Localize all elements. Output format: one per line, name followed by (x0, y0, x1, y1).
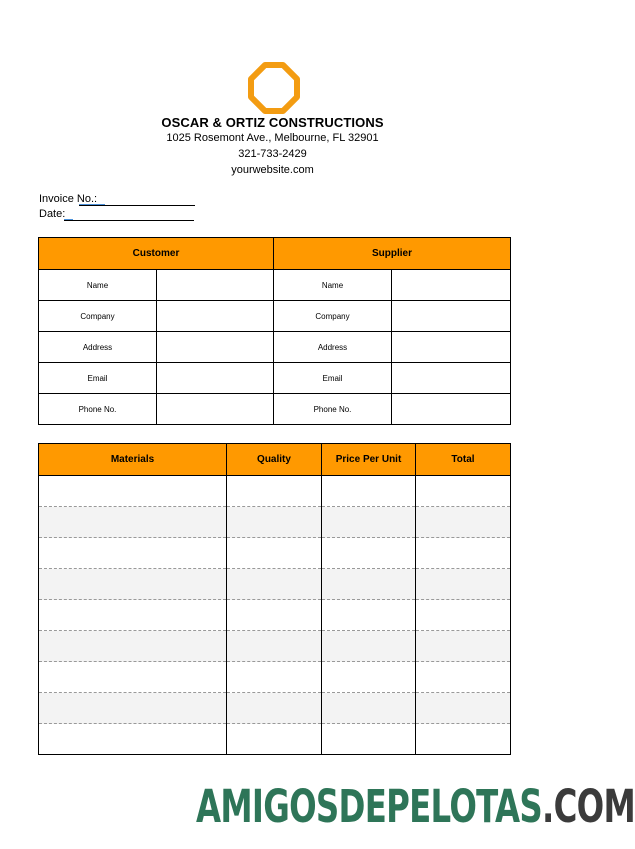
total-cell[interactable] (416, 724, 511, 755)
materials-cell[interactable] (39, 662, 227, 693)
supplier-header: Supplier (274, 238, 511, 270)
quality-cell[interactable] (227, 724, 322, 755)
date-label: Date: (39, 208, 66, 220)
customer-email-cell[interactable] (157, 363, 274, 394)
supplier-email-label: Email (274, 363, 392, 394)
supplier-name-cell[interactable] (392, 270, 511, 301)
price-cell[interactable] (322, 724, 416, 755)
supplier-phone-label: Phone No. (274, 394, 392, 425)
total-cell[interactable] (416, 662, 511, 693)
quality-cell[interactable] (227, 538, 322, 569)
total-cell[interactable] (416, 631, 511, 662)
quality-cell[interactable] (227, 662, 322, 693)
quality-header: Quality (227, 444, 322, 476)
customer-company-label: Company (39, 301, 157, 332)
price-cell[interactable] (322, 538, 416, 569)
price-cell[interactable] (322, 569, 416, 600)
supplier-name-label: Name (274, 270, 392, 301)
customer-name-label: Name (39, 270, 157, 301)
party-table (38, 237, 511, 425)
table-row (39, 538, 511, 569)
price-cell[interactable] (322, 631, 416, 662)
customer-phone-cell[interactable] (157, 394, 274, 425)
price-cell[interactable] (322, 662, 416, 693)
price-cell[interactable] (322, 693, 416, 724)
quality-cell[interactable] (227, 507, 322, 538)
customer-name-cell[interactable] (157, 270, 274, 301)
table-row (39, 662, 511, 693)
table-row (39, 600, 511, 631)
table-row (39, 724, 511, 755)
watermark-suffix: .COM (541, 780, 635, 833)
table-row (39, 569, 511, 600)
company-address: 1025 Rosemont Ave., Melbourne, FL 32901 (166, 132, 379, 144)
supplier-company-cell[interactable] (392, 301, 511, 332)
supplier-address-cell[interactable] (392, 332, 511, 363)
octagon-ring-icon (248, 62, 300, 114)
customer-phone-label: Phone No. (39, 394, 157, 425)
price-cell[interactable] (322, 507, 416, 538)
price-cell[interactable] (322, 476, 416, 507)
invoice-number-label: Invoice No.: (39, 193, 98, 205)
total-header: Total (416, 444, 511, 476)
quality-cell[interactable] (227, 569, 322, 600)
price-cell[interactable] (322, 600, 416, 631)
total-cell[interactable] (416, 693, 511, 724)
customer-header: Customer (39, 238, 274, 270)
quality-cell[interactable] (227, 476, 322, 507)
total-cell[interactable] (416, 476, 511, 507)
quality-cell[interactable] (227, 600, 322, 631)
customer-address-label: Address (39, 332, 157, 363)
date-underline (64, 219, 73, 220)
materials-cell[interactable] (39, 600, 227, 631)
date-field[interactable] (39, 208, 65, 220)
company-website: yourwebsite.com (231, 164, 314, 176)
table-row (39, 631, 511, 662)
total-cell[interactable] (416, 600, 511, 631)
customer-address-cell[interactable] (157, 332, 274, 363)
table-row (39, 507, 511, 538)
invoice-number-underline (79, 204, 105, 205)
table-row (39, 476, 511, 507)
table-row (39, 693, 511, 724)
materials-cell[interactable] (39, 693, 227, 724)
company-phone: 321-733-2429 (238, 148, 307, 160)
total-cell[interactable] (416, 538, 511, 569)
watermark (196, 780, 635, 833)
materials-cell[interactable] (39, 507, 227, 538)
supplier-address-label: Address (274, 332, 392, 363)
total-cell[interactable] (416, 569, 511, 600)
materials-header: Materials (39, 444, 227, 476)
supplier-company-label: Company (274, 301, 392, 332)
items-table (38, 443, 511, 755)
watermark-main: AMIGOSDEPELOTAS (196, 780, 542, 833)
quality-cell[interactable] (227, 631, 322, 662)
customer-email-label: Email (39, 363, 157, 394)
materials-cell[interactable] (39, 569, 227, 600)
supplier-email-cell[interactable] (392, 363, 511, 394)
quality-cell[interactable] (227, 693, 322, 724)
invoice-number-line (79, 205, 195, 206)
supplier-phone-cell[interactable] (392, 394, 511, 425)
total-cell[interactable] (416, 507, 511, 538)
materials-cell[interactable] (39, 631, 227, 662)
materials-cell[interactable] (39, 538, 227, 569)
materials-cell[interactable] (39, 476, 227, 507)
invoice-number-field[interactable] (39, 193, 97, 205)
company-name: OSCAR & ORTIZ CONSTRUCTIONS (161, 115, 384, 130)
price-per-unit-header: Price Per Unit (322, 444, 416, 476)
customer-company-cell[interactable] (157, 301, 274, 332)
materials-cell[interactable] (39, 724, 227, 755)
date-line (64, 220, 194, 221)
